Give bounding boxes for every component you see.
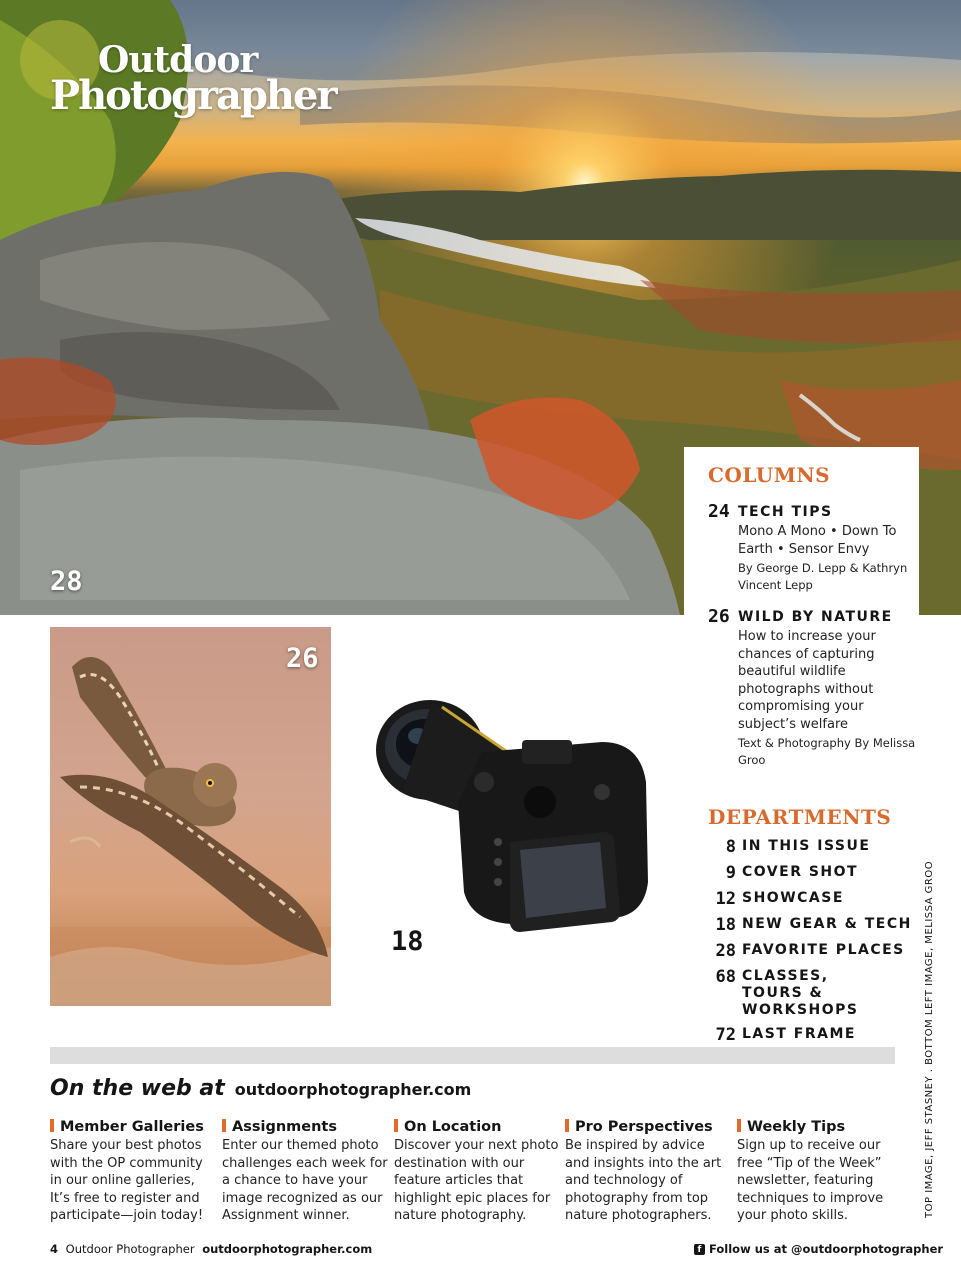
column-entry-tech-tips[interactable] [708, 501, 919, 594]
department-entry[interactable] [708, 863, 919, 883]
department-entry[interactable] [708, 941, 919, 961]
social-follow[interactable] [694, 1242, 943, 1256]
department-name: LAST FRAME [742, 1026, 856, 1042]
photo-credit: TOP IMAGE, JEFF STASNEY . BOTTOM LEFT IMAGE, MELISSA GROO [924, 860, 935, 1218]
web-feature-title: Assignments [232, 1119, 337, 1135]
web-feature-pro-perspectives[interactable] [565, 1117, 733, 1225]
department-page-number: 28 [715, 941, 736, 961]
department-name: FAVORITE PLACES [742, 942, 905, 958]
orange-bullet-icon [737, 1119, 741, 1132]
divider-bar [50, 1047, 895, 1064]
department-name: COVER SHOT [742, 864, 859, 880]
web-feature-title: Member Galleries [60, 1119, 204, 1135]
web-feature-text: Share your best photos with the OP community in our online galleries, It’s free to register and participate—join today! [50, 1138, 204, 1223]
orange-bullet-icon [565, 1119, 569, 1132]
web-feature-on-location[interactable] [394, 1117, 562, 1225]
web-feature-text: Be inspired by advice and insights into the art and technology of photography from top nature photographers. [565, 1138, 722, 1223]
web-feature-title: Weekly Tips [747, 1119, 846, 1135]
footer-url[interactable]: outdoorphotographer.com [202, 1242, 373, 1256]
dslr-camera-icon [372, 692, 654, 938]
owl-photo [50, 627, 331, 1006]
web-feature-text: Sign up to receive our free “Tip of the Week” newsletter, featuring techniques to improve your photo skills. [737, 1138, 884, 1223]
department-entry[interactable] [708, 1025, 919, 1045]
hero-page-label: 28 [50, 566, 83, 597]
facebook-icon: f [694, 1244, 705, 1255]
magazine-logo [50, 39, 336, 119]
orange-bullet-icon [222, 1119, 226, 1132]
orange-bullet-icon [50, 1119, 54, 1132]
web-feature-assignments[interactable] [222, 1117, 390, 1225]
department-entry[interactable] [708, 889, 919, 909]
column-page-number: 26 [708, 606, 730, 627]
logo-line-outdoor: Outdoor [98, 39, 258, 81]
owl-illustration [50, 627, 331, 1006]
logo-line-photographer: Photographer [50, 72, 336, 119]
department-page-number: 72 [715, 1025, 736, 1045]
column-page-number: 24 [708, 501, 730, 522]
department-name: CLASSES, TOURS & WORKSHOPS [742, 968, 859, 1018]
column-byline: By George D. Lepp & Kathryn Vincent Lepp [738, 561, 908, 592]
department-page-number: 12 [715, 889, 736, 909]
columns-heading: COLUMNS [708, 463, 831, 487]
department-name: IN THIS ISSUE [742, 838, 871, 854]
camera-page-label: 18 [391, 926, 424, 957]
web-feature-member-galleries[interactable] [50, 1117, 218, 1225]
camera-photo [372, 692, 654, 938]
page-number: 4 [50, 1242, 59, 1256]
column-description: How to increase your chances of capturing beautiful wildlife photographs without compromising your subject’s welfare [738, 629, 876, 732]
web-feature-weekly-tips[interactable] [737, 1117, 905, 1225]
footer-magazine-name: Outdoor Photographer [65, 1242, 195, 1256]
page-footer [50, 1242, 372, 1256]
web-feature-title: On Location [404, 1119, 502, 1135]
social-follow-text: Follow us at @outdoorphotographer [709, 1242, 944, 1256]
department-page-number: 68 [715, 967, 736, 987]
department-name: NEW GEAR & TECH [742, 916, 912, 932]
web-heading [50, 1076, 471, 1101]
column-byline: Text & Photography By Melissa Groo [738, 736, 916, 767]
web-feature-title: Pro Perspectives [575, 1119, 713, 1135]
web-heading-url[interactable]: outdoorphotographer.com [234, 1080, 472, 1099]
column-entry-wild-by-nature[interactable] [708, 606, 919, 769]
department-page-number: 18 [715, 915, 736, 935]
departments-heading: DEPARTMENTS [708, 805, 892, 829]
column-name: TECH TIPS [738, 504, 833, 520]
web-feature-text: Discover your next photo destination with our feature articles that highlight epic places for nature photography. [394, 1138, 559, 1223]
departments-list [708, 837, 919, 1045]
department-entry[interactable] [708, 967, 919, 1019]
department-entry[interactable] [708, 915, 919, 935]
column-description: Mono A Mono • Down To Earth • Sensor Envy [738, 524, 897, 557]
web-heading-label: On the web at [50, 1076, 225, 1101]
department-page-number: 9 [725, 863, 736, 883]
web-feature-text: Enter our themed photo challenges each week for a chance to have your image recognized as our Assignment winner. [222, 1138, 388, 1223]
table-of-contents-panel [684, 447, 919, 1047]
department-page-number: 8 [725, 837, 736, 857]
department-entry[interactable] [708, 837, 919, 857]
owl-page-label: 26 [286, 643, 319, 674]
department-name: SHOWCASE [742, 890, 844, 906]
orange-bullet-icon [394, 1119, 398, 1132]
column-name: WILD BY NATURE [738, 609, 893, 625]
